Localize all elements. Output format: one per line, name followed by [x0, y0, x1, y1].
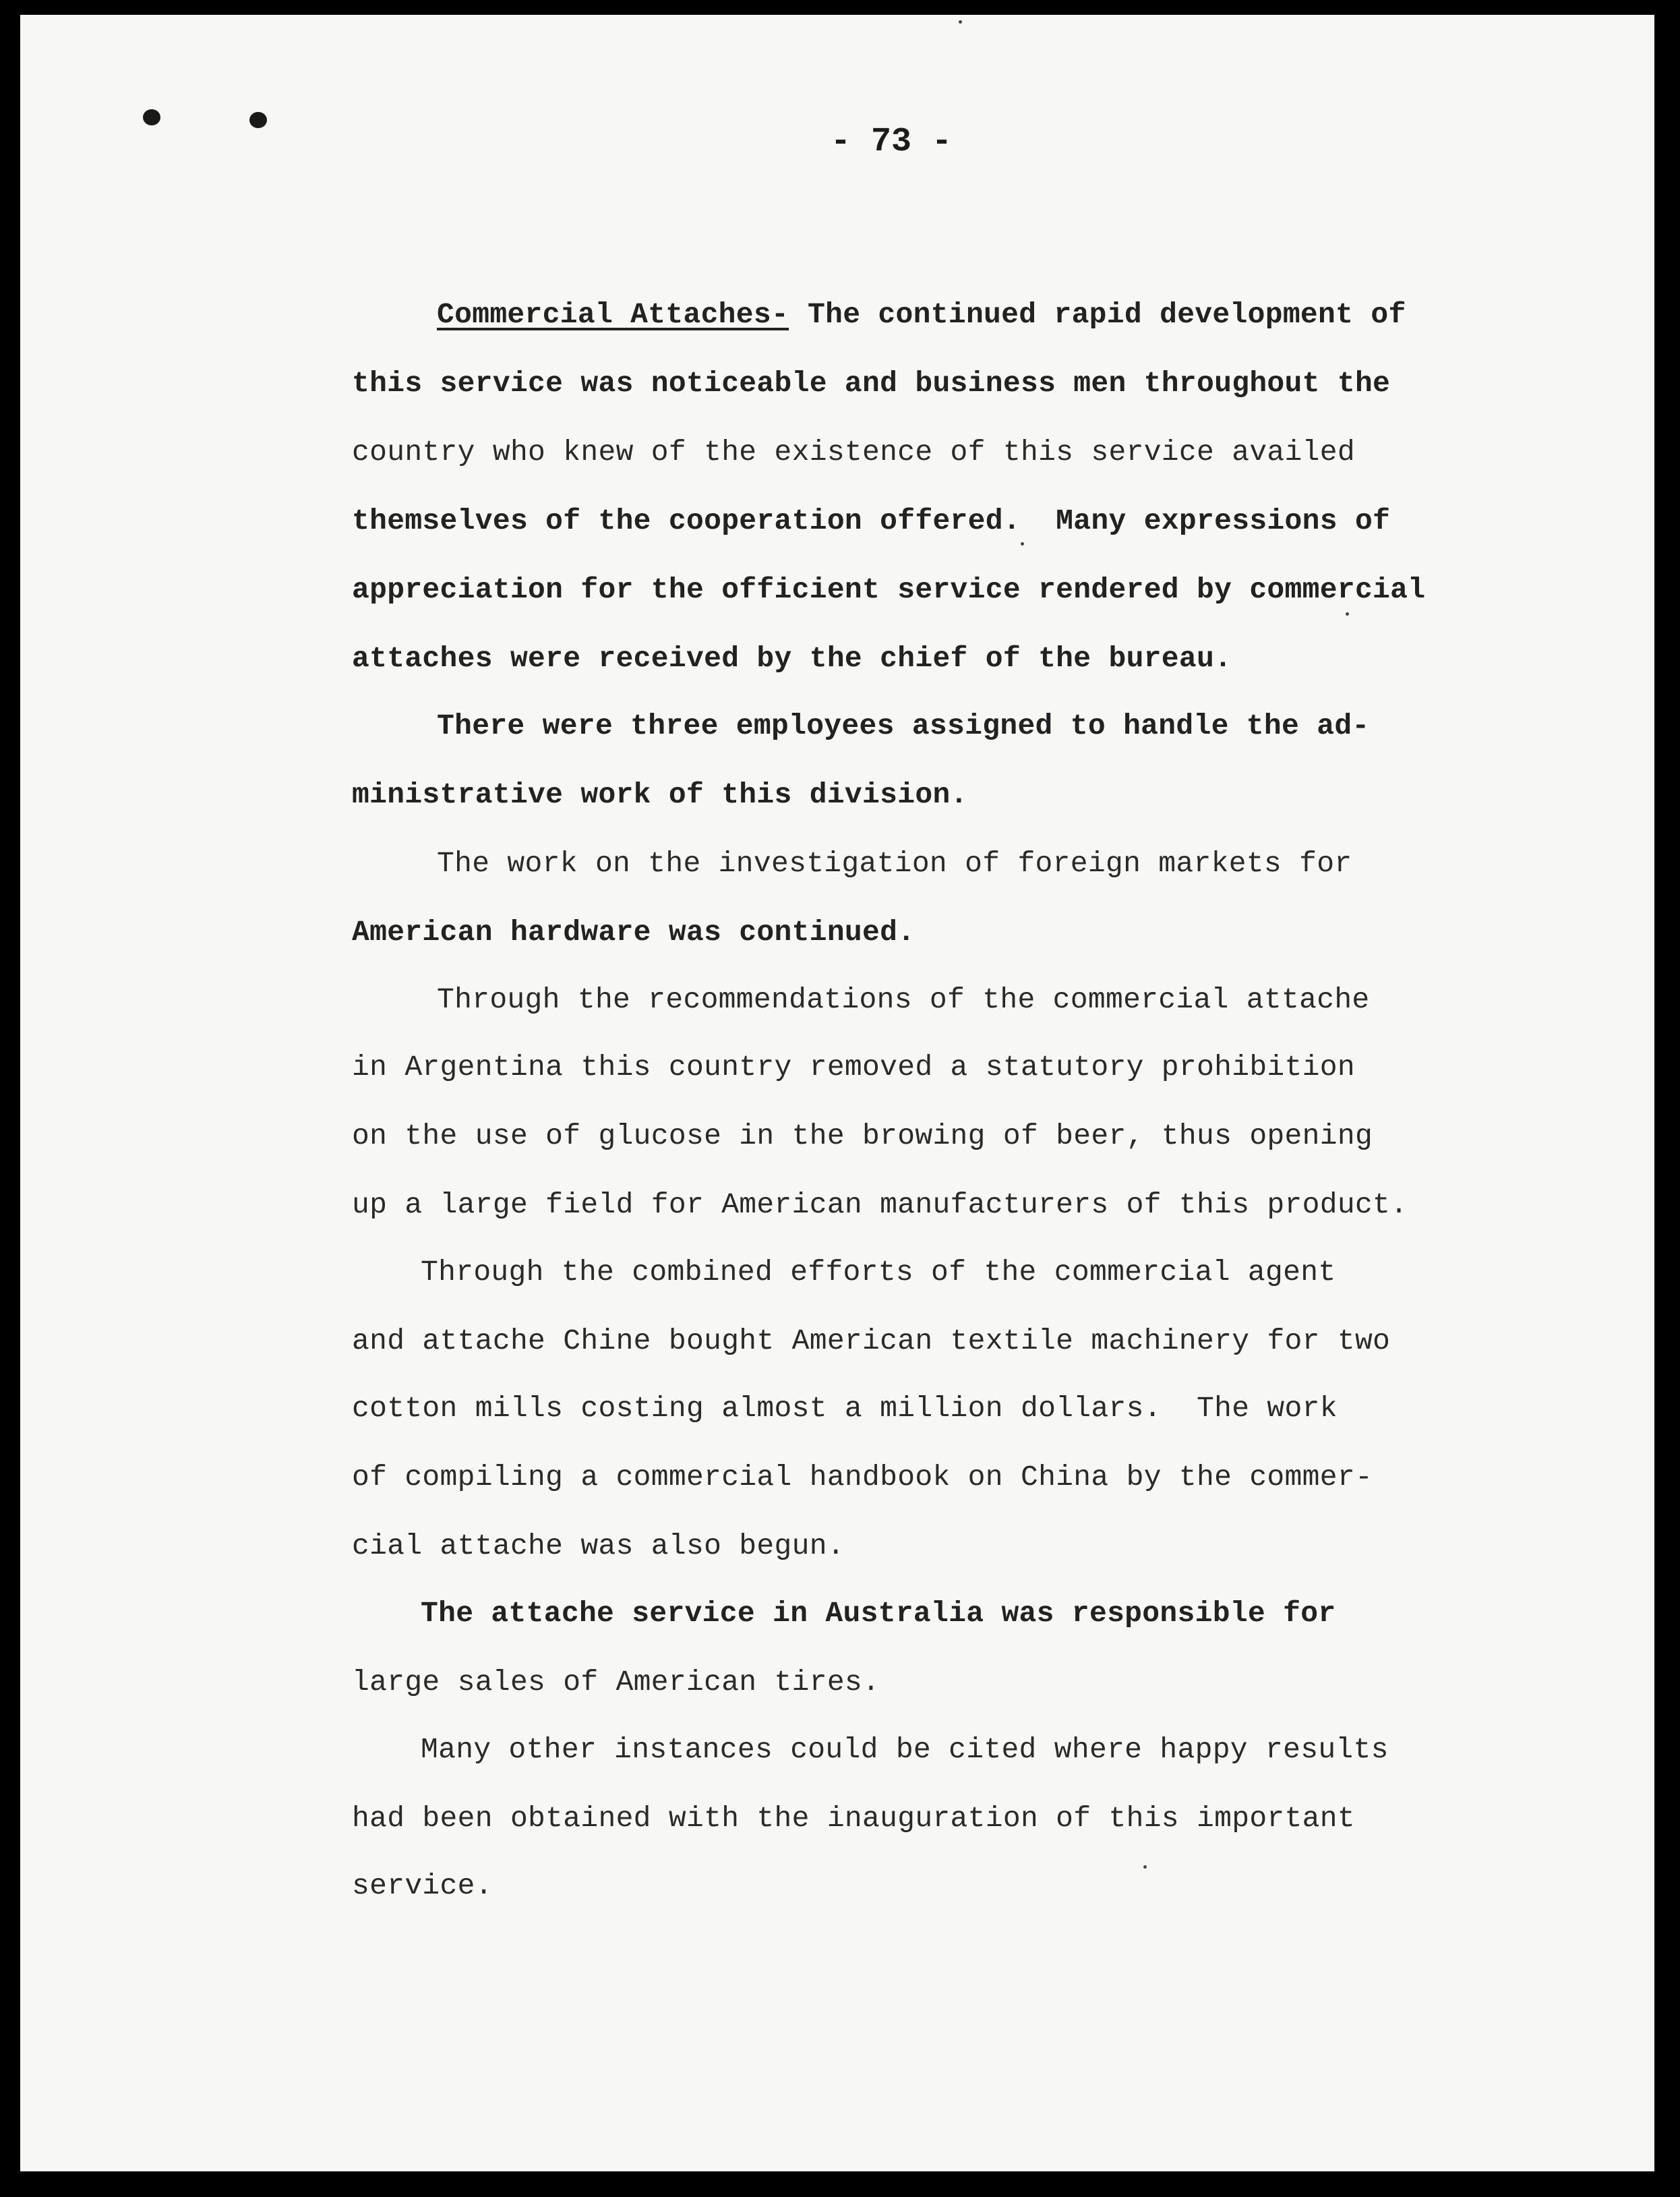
text-line: had been obtained with the inauguration of this important: [352, 1802, 1355, 1835]
ink-speck: [1021, 542, 1024, 546]
ink-speck: [959, 20, 962, 24]
text-line: this service was noticeable and business men throughout the: [352, 367, 1391, 400]
text-line: of compiling a commercial handbook on China by the commer-: [352, 1461, 1373, 1494]
text-line: cotton mills costing almost a million dollars. The work: [352, 1392, 1338, 1425]
text-line: up a large field for American manufacturers of this product.: [352, 1188, 1408, 1221]
text-line: large sales of American tires.: [352, 1666, 880, 1699]
text-line: service.: [352, 1869, 493, 1902]
text-line: appreciation for the officient service rendered by commercial: [352, 573, 1426, 606]
text-line: attaches were received by the chief of the bureau.: [352, 642, 1232, 675]
text-line: The work on the investigation of foreign markets for: [437, 847, 1352, 880]
text-line: The continued rapid development of: [808, 298, 1406, 331]
text-line: The attache service in Australia was responsible for: [421, 1597, 1336, 1630]
text-line: cial attache was also begun.: [352, 1529, 845, 1562]
text-line: There were three employees assigned to handle the ad-: [437, 709, 1370, 742]
text-line: American hardware was continued.: [352, 916, 916, 949]
text-line: on the use of glucose in the browing of beer, thus opening: [352, 1119, 1373, 1152]
page-number: - 73 -: [830, 123, 953, 161]
ink-speck: [1346, 612, 1349, 616]
text-line: country who knew of the existence of this service availed: [352, 436, 1355, 469]
document-page: [20, 15, 1654, 2171]
text-line: in Argentina this country removed a statutory prohibition: [352, 1051, 1355, 1084]
text-line: Many other instances could be cited where happy results: [421, 1733, 1389, 1766]
text-line: themselves of the cooperation offered. Many expressions of: [352, 504, 1391, 537]
text-line: Through the combined efforts of the commercial agent: [421, 1256, 1336, 1289]
ink-speck: [1143, 1865, 1147, 1869]
section-heading: Commercial Attaches-: [437, 298, 789, 331]
text-line: Through the recommendations of the commercial attache: [437, 983, 1370, 1016]
text-line: and attache Chine bought American textile machinery for two: [352, 1324, 1391, 1357]
text-line: ministrative work of this division.: [352, 778, 968, 811]
